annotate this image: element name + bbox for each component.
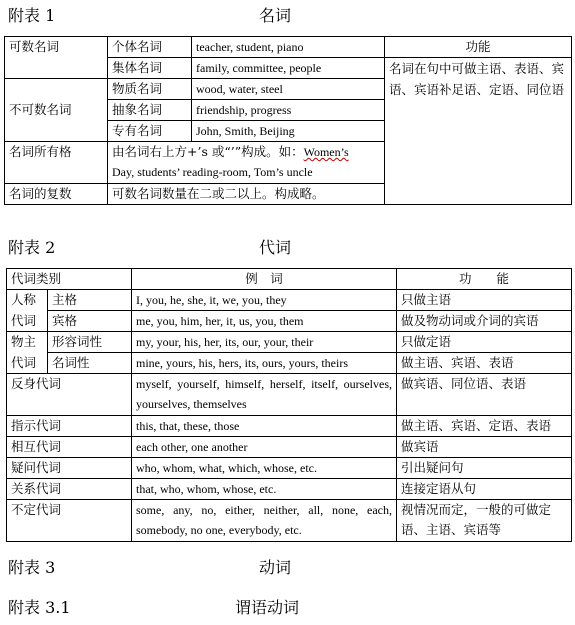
countable-label: 可数名词 [5,37,108,58]
proper-label: 专有名词 [108,121,192,142]
table1-caption: 附表 1 [8,6,56,25]
table3-caption: 附表 3 [8,558,56,577]
possessive-text [108,142,385,184]
abstract-examples: friendship, progress [192,100,385,121]
abstract-label: 抽象名词 [108,100,192,121]
demonstrative-examples: this, that, these, those [132,416,397,437]
table1-title: 名词 [259,6,292,25]
reciprocal-examples: each other, one another [132,437,397,458]
objective-examples: me, you, him, her, it, us, you, them [132,311,397,332]
adjectival-examples: my, your, his, her, its, our, your, their [132,332,397,353]
adjectival-function: 只做定语 [397,332,572,353]
nominal-label: 名词性 [48,353,132,374]
uncountable-label: 不可数名词 [5,100,108,121]
possessive-pron-label-2: 代词 [7,353,48,374]
material-label: 物质名词 [108,79,192,100]
interrogative-examples: who, whom, what, which, whose, etc. [132,458,397,479]
objective-function: 做及物动词或介词的宾语 [397,311,572,332]
relative-examples: that, who, whom, whose, etc. [132,479,397,500]
table2-caption: 附表 2 [8,238,56,257]
plural-label: 名词的复数 [5,184,108,205]
uncountable-spacer-2 [5,121,108,142]
reflexive-function: 做宾语、同位语、表语 [397,374,572,416]
table3-title: 动词 [259,558,292,577]
reflexive-examples: myself, yourself, himself, herself, itself, ourselves, yourselves, themselves [132,374,397,416]
countable-spacer [5,58,108,79]
table2-title: 代词 [259,238,292,257]
nominative-function: 只做主语 [397,290,572,311]
individual-examples: teacher, student, piano [192,37,385,58]
reciprocal-function: 做宾语 [397,437,572,458]
indefinite-examples: some, any, no, either, neither, all, none, each, somebody, no one, everybody, etc. [132,500,397,542]
possessive-label: 名词所有格 [5,142,108,184]
plural-text: 可数名词数量在二或二以上。构成略。 [108,184,385,205]
pronoun-table [6,268,572,542]
material-examples: wood, water, steel [192,79,385,100]
relative-function: 连接定语从句 [397,479,572,500]
possessive-pron-label-1: 物主 [7,332,48,353]
header-example: 例 词 [132,269,397,290]
table31-title: 谓语动词 [235,598,300,617]
nominative-label: 主格 [48,290,132,311]
collective-examples: family, committee, people [192,58,385,79]
noun-table [4,36,572,205]
header-function: 功 能 [397,269,572,290]
possessive-text-part2: Day, students’ reading-room, Tom’s uncle [112,165,313,179]
relative-label: 关系代词 [7,479,132,500]
indefinite-function: 视情况而定，一般的可做定语、主语、宾语等 [397,500,572,542]
table31-caption: 附表 3.1 [8,598,71,617]
collective-label: 集体名词 [108,58,192,79]
proper-examples: John, Smith, Beijing [192,121,385,142]
indefinite-label: 不定代词 [7,500,132,542]
individual-label: 个体名词 [108,37,192,58]
uncountable-spacer [5,79,108,100]
adjectival-label: 形容词性 [48,332,132,353]
possessive-text-part1: 由名词右上方+’s 或“’”构成。如： [112,144,304,159]
personal-label-1: 人称 [7,290,48,311]
interrogative-function: 引出疑问句 [397,458,572,479]
personal-label-2: 代词 [7,311,48,332]
reflexive-label: 反身代词 [7,374,132,416]
function-header: 功能 [385,37,572,58]
reciprocal-label: 相互代词 [7,437,132,458]
objective-label: 宾格 [48,311,132,332]
demonstrative-label: 指示代词 [7,416,132,437]
nominal-examples: mine, yours, his, hers, its, ours, yours, theirs [132,353,397,374]
demonstrative-function: 做主语、宾语、定语、表语 [397,416,572,437]
noun-function-text: 名词在句中可做主语、表语、宾语、宾语补足语、定语、同位语 [385,58,572,205]
possessive-text-squiggle: Women’s [303,145,349,159]
header-category: 代词类别 [7,269,132,290]
interrogative-label: 疑问代词 [7,458,132,479]
nominal-function: 做主语、宾语、表语 [397,353,572,374]
nominative-examples: I, you, he, she, it, we, you, they [132,290,397,311]
